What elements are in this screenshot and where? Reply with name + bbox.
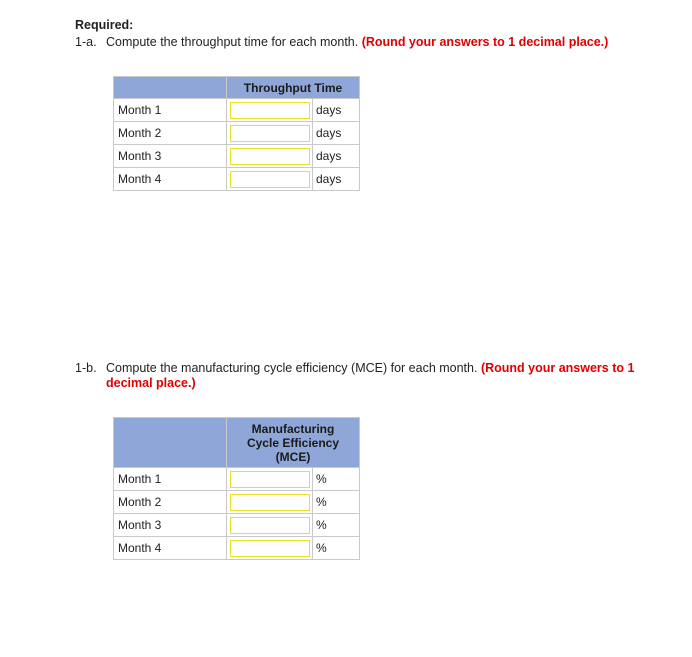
throughput-header-blank xyxy=(114,77,227,99)
row-label: Month 3 xyxy=(114,514,227,537)
table-row xyxy=(114,468,360,491)
row-label: Month 2 xyxy=(114,491,227,514)
question-1b xyxy=(75,361,634,391)
question-1b-note-line2: decimal place.) xyxy=(106,376,196,390)
unit-label: days xyxy=(313,122,360,145)
throughput-month-3-input[interactable] xyxy=(230,148,310,165)
question-1a-text: Compute the throughput time for each month. xyxy=(106,35,359,49)
mce-month-4-input[interactable] xyxy=(230,540,310,557)
mce-header-line3: (MCE) xyxy=(275,449,311,464)
row-label: Month 1 xyxy=(114,468,227,491)
mce-header-line1: Manufacturing xyxy=(251,421,335,436)
row-label: Month 1 xyxy=(114,99,227,122)
table-row xyxy=(114,514,360,537)
throughput-table xyxy=(113,76,360,191)
throughput-month-2-input[interactable] xyxy=(230,125,310,142)
unit-label: days xyxy=(313,145,360,168)
mce-header-line2: Cycle Efficiency xyxy=(246,435,340,450)
mce-month-3-input[interactable] xyxy=(230,517,310,534)
question-1a-note: (Round your answers to 1 decimal place.) xyxy=(361,35,609,49)
table-row xyxy=(114,99,360,122)
question-1b-number: 1-b. xyxy=(75,361,97,375)
mce-header-blank xyxy=(114,418,227,468)
question-1a-number: 1-a. xyxy=(75,35,97,49)
row-label: Month 2 xyxy=(114,122,227,145)
mce-month-2-input[interactable] xyxy=(230,494,310,511)
unit-label: % xyxy=(313,537,360,560)
table-row xyxy=(114,145,360,168)
question-1a xyxy=(75,35,608,50)
row-label: Month 3 xyxy=(114,145,227,168)
table-row xyxy=(114,537,360,560)
mce-month-1-input[interactable] xyxy=(230,471,310,488)
question-1b-text: Compute the manufacturing cycle efficiency (MCE) for each month. xyxy=(106,361,478,375)
unit-label: days xyxy=(313,168,360,191)
throughput-month-4-input[interactable] xyxy=(230,171,310,188)
row-label: Month 4 xyxy=(114,168,227,191)
table-row xyxy=(114,168,360,191)
throughput-header: Throughput Time xyxy=(227,77,360,99)
table-row xyxy=(114,122,360,145)
unit-label: % xyxy=(313,514,360,537)
mce-table xyxy=(113,417,360,560)
table-row xyxy=(114,491,360,514)
unit-label: % xyxy=(313,491,360,514)
unit-label: % xyxy=(313,468,360,491)
unit-label: days xyxy=(313,99,360,122)
throughput-month-1-input[interactable] xyxy=(230,102,310,119)
row-label: Month 4 xyxy=(114,537,227,560)
required-heading: Required: xyxy=(75,18,134,32)
mce-header xyxy=(227,418,360,468)
question-1b-note-line1: (Round your answers to 1 xyxy=(480,361,635,375)
